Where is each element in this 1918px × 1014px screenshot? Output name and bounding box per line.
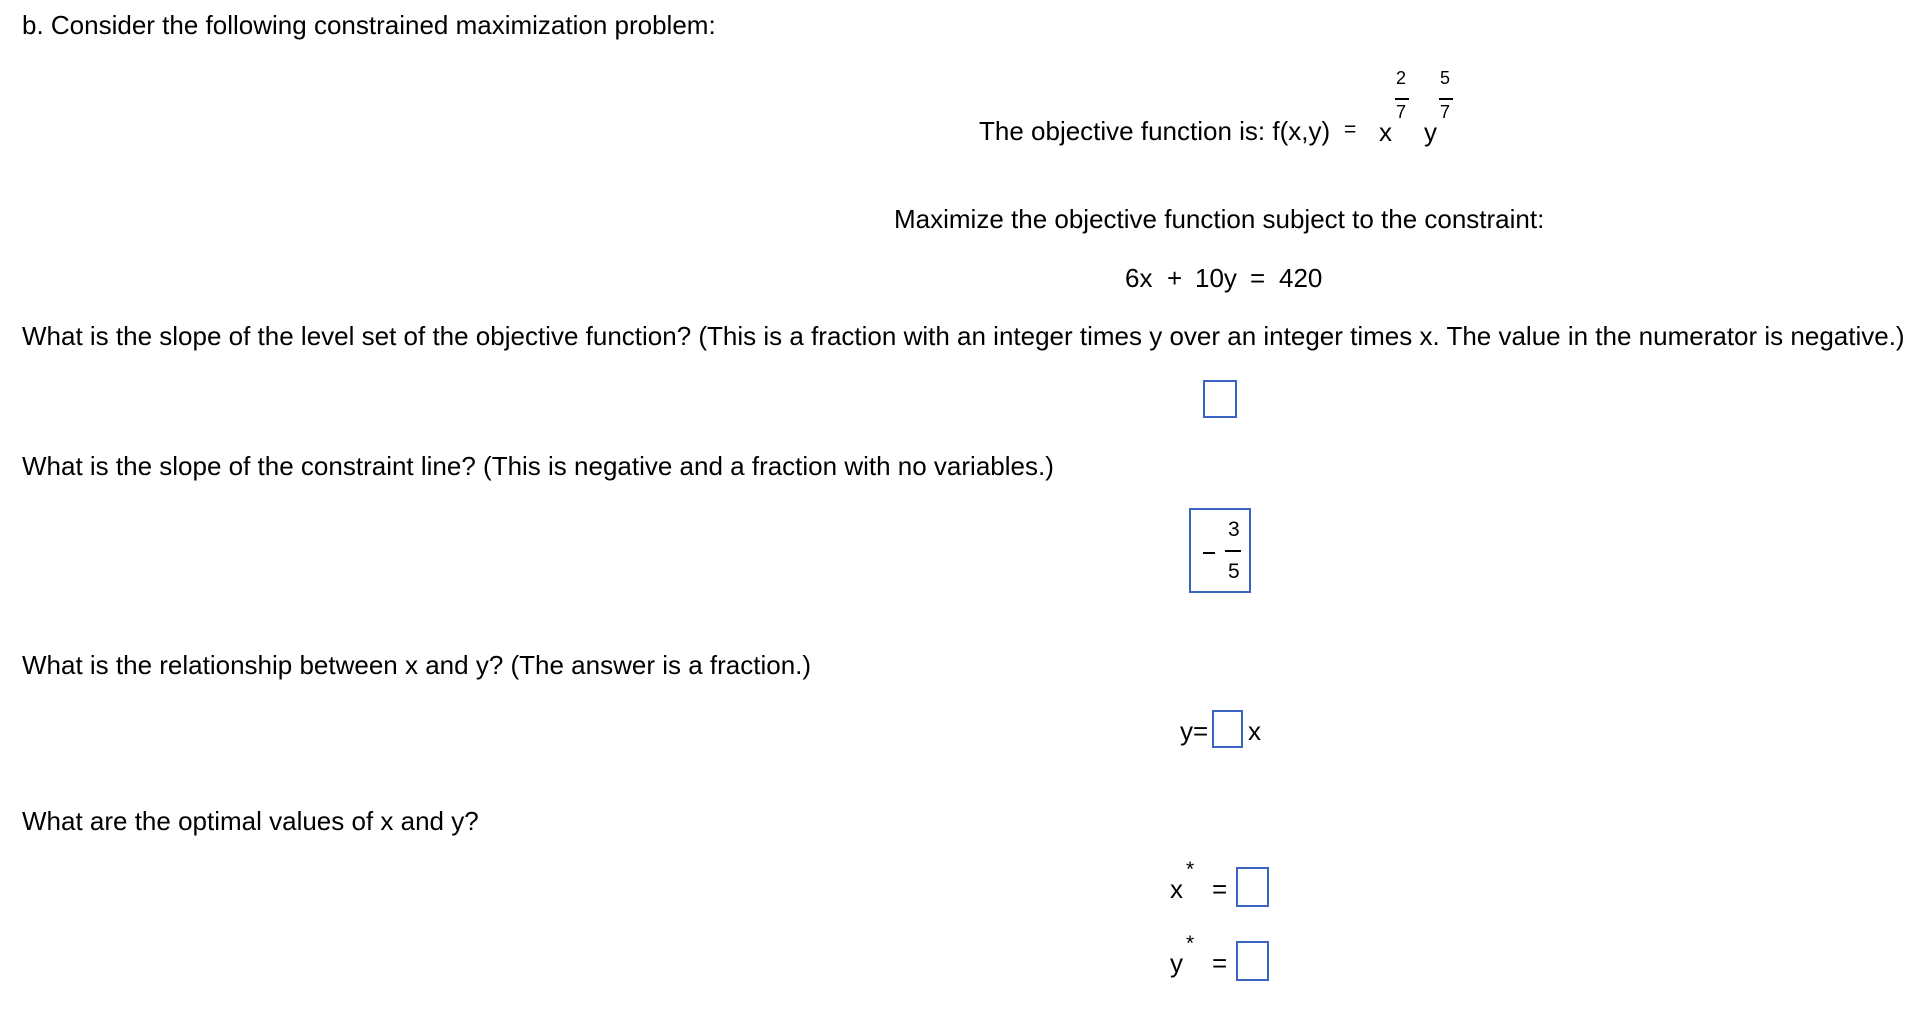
constraint-plus: +: [1167, 263, 1183, 293]
minus-sign: [1203, 552, 1215, 554]
question-constraint-slope: What is the slope of the constraint line? (This is negative and a fraction with no variables.): [22, 451, 1054, 481]
question-relationship: What is the relationship between x and y? (The answer is a fraction.): [22, 650, 812, 680]
question-optimal-values: What are the optimal values of x and y?: [22, 806, 479, 836]
x-star-input[interactable]: [1236, 867, 1269, 907]
slope-numerator: 3: [1228, 518, 1240, 541]
intro-text: b. Consider the following constrained maximization problem:: [22, 10, 716, 40]
objective-base-x: x: [1379, 117, 1392, 147]
constraint-slope-answer[interactable]: [1189, 508, 1251, 593]
objective-base-y: y: [1424, 117, 1437, 147]
y-exponent-bar: [1439, 98, 1453, 100]
y-exponent-denominator: 7: [1440, 102, 1451, 122]
constraint-term1: 6x: [1125, 263, 1153, 293]
maximize-text: Maximize the objective function subject to the constraint:: [894, 204, 1545, 234]
x-star-var: x: [1170, 874, 1183, 904]
y-exponent-numerator: 5: [1440, 68, 1451, 88]
x-star-equals: =: [1212, 874, 1228, 904]
y-star-input[interactable]: [1236, 941, 1269, 981]
constraint-equals: =: [1250, 263, 1266, 293]
x-star-asterisk: *: [1186, 858, 1195, 881]
constraint-term2: 10y: [1195, 263, 1237, 293]
relationship-prefix: y=: [1180, 716, 1209, 746]
y-star-var: y: [1170, 948, 1183, 978]
relationship-input[interactable]: [1212, 710, 1243, 748]
level-set-slope-input[interactable]: [1203, 380, 1237, 418]
objective-label: The objective function is: f(x,y): [979, 116, 1331, 146]
question-level-set-slope: What is the slope of the level set of the objective function? (This is a fraction with an integer times y over an integer times x. The value in the numerator is negative.): [22, 321, 1905, 351]
x-exponent-denominator: 7: [1396, 102, 1407, 122]
relationship-suffix: x: [1248, 716, 1261, 746]
constraint-rhs: 420: [1279, 263, 1323, 293]
slope-denominator: 5: [1228, 560, 1240, 583]
y-star-asterisk: *: [1186, 932, 1195, 955]
slope-fraction-bar: [1225, 550, 1241, 552]
x-exponent-numerator: 2: [1396, 68, 1407, 88]
y-star-equals: =: [1212, 948, 1228, 978]
objective-equals: =: [1344, 118, 1357, 141]
x-exponent-bar: [1395, 98, 1409, 100]
